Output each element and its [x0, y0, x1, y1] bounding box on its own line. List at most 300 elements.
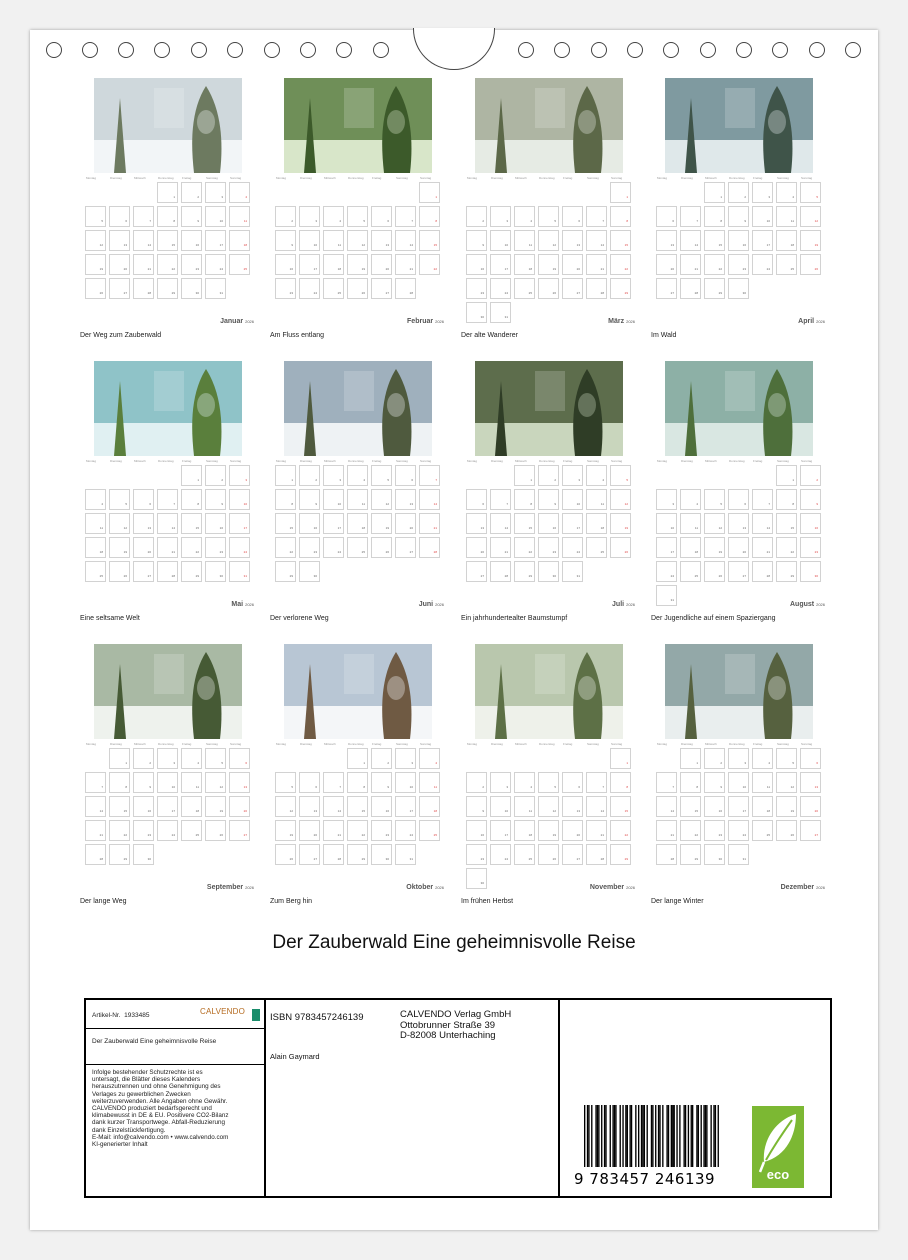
month-name: April 2026: [798, 318, 825, 325]
day-cell: [275, 820, 296, 841]
day-number: 20: [670, 267, 674, 271]
day-number: 22: [123, 833, 127, 837]
day-number: 7: [411, 219, 413, 223]
day-cell: [395, 513, 416, 534]
weekday-label: Sonntag: [420, 459, 432, 463]
day-number: 26: [790, 833, 794, 837]
day-cell: [133, 772, 154, 793]
day-cell: [395, 844, 416, 865]
day-number: 5: [387, 478, 389, 482]
day-cell: [680, 561, 701, 582]
day-number: 14: [694, 243, 698, 247]
day-cell: [466, 844, 487, 865]
day-number: 22: [433, 267, 437, 271]
day-number: 14: [409, 243, 413, 247]
day-number: 1: [626, 195, 628, 199]
day-number: 4: [696, 502, 698, 506]
day-cell: [514, 820, 535, 841]
imprint-footer: [84, 998, 832, 1198]
weekday-label: Donnerstag: [539, 742, 555, 746]
day-number: 11: [694, 526, 698, 530]
day-cell: [205, 465, 226, 486]
binding-ring: [591, 42, 607, 58]
day-cell: [538, 278, 559, 299]
day-cell: [275, 513, 296, 534]
day-cell: [514, 230, 535, 251]
month-name: Juni 2026: [418, 601, 444, 608]
day-cell: [800, 465, 821, 486]
day-cell: [490, 844, 511, 865]
day-number: 28: [171, 574, 175, 578]
day-cell: [776, 254, 797, 275]
day-cell: [656, 585, 677, 606]
weekday-label: Donnerstag: [539, 459, 555, 463]
notice-line: dank kurzer Transportwege. Abfall-Reduzierung: [92, 1119, 226, 1127]
weekday-label: Mittwoch: [705, 742, 717, 746]
day-cell: [347, 206, 368, 227]
day-cell: [181, 182, 202, 203]
day-number: 14: [670, 809, 674, 813]
day-cell: [704, 820, 725, 841]
day-cell: [395, 489, 416, 510]
day-number: 16: [219, 526, 223, 530]
day-number: 8: [435, 219, 437, 223]
day-cell: [323, 230, 344, 251]
weekday-label: Freitag: [182, 742, 192, 746]
day-number: 11: [790, 219, 794, 223]
day-cell: [109, 844, 130, 865]
day-number: 16: [147, 809, 151, 813]
day-number: 15: [289, 526, 293, 530]
month-block: [80, 78, 254, 348]
day-number: 9: [197, 219, 199, 223]
barcode-bar: [713, 1105, 714, 1167]
day-cell: [85, 537, 106, 558]
day-cell: [776, 182, 797, 203]
day-number: 31: [742, 857, 746, 861]
barcode-bar: [710, 1105, 711, 1167]
notice-line: weiterzuverwenden. Alle Angaben ohne Gewähr.: [92, 1097, 228, 1105]
day-number: 5: [221, 761, 223, 765]
weekday-label: Sonntag: [611, 176, 623, 180]
day-number: 18: [361, 526, 365, 530]
day-number: 15: [123, 809, 127, 813]
day-number: 25: [766, 833, 770, 837]
day-number: 5: [291, 785, 293, 789]
day-number: 1: [792, 478, 794, 482]
barcode-number: 9 783457 246139: [574, 1170, 716, 1188]
day-cell: [157, 513, 178, 534]
weekday-label: Dienstag: [491, 176, 503, 180]
day-number: 11: [243, 219, 247, 223]
day-cell: [229, 561, 250, 582]
day-cell: [752, 513, 773, 534]
day-cell: [752, 748, 773, 769]
day-number: 20: [480, 550, 484, 554]
day-number: 23: [552, 550, 556, 554]
day-cell: [229, 772, 250, 793]
day-cell: [205, 230, 226, 251]
weekday-label: Samstag: [206, 176, 218, 180]
day-cell: [610, 796, 631, 817]
binding-ring: [300, 42, 316, 58]
day-number: 21: [504, 550, 508, 554]
day-number: 8: [792, 502, 794, 506]
weekday-label: Samstag: [777, 742, 789, 746]
day-cell: [275, 537, 296, 558]
day-number: 5: [101, 219, 103, 223]
day-number: 27: [480, 574, 484, 578]
day-cell: [704, 844, 725, 865]
day-number: 4: [101, 502, 103, 506]
weekday-label: Mittwoch: [705, 459, 717, 463]
divider: [86, 1028, 266, 1029]
day-cell: [229, 537, 250, 558]
day-cell: [704, 206, 725, 227]
day-cell: [610, 537, 631, 558]
weekday-label: Donnerstag: [348, 459, 364, 463]
day-number: 25: [528, 857, 532, 861]
day-number: 3: [506, 785, 508, 789]
day-number: 18: [694, 550, 698, 554]
day-number: 3: [173, 761, 175, 765]
day-cell: [157, 537, 178, 558]
day-cell: [229, 465, 250, 486]
day-number: 20: [814, 809, 818, 813]
day-number: 27: [814, 833, 818, 837]
barcode-bar: [642, 1105, 643, 1167]
day-number: 28: [504, 574, 508, 578]
weekday-label: Samstag: [396, 459, 408, 463]
day-cell: [800, 206, 821, 227]
day-number: 28: [600, 857, 604, 861]
day-cell: [323, 844, 344, 865]
day-cell: [656, 796, 677, 817]
barcode-bar: [679, 1105, 680, 1167]
day-cell: [157, 278, 178, 299]
day-cell: [299, 230, 320, 251]
barcode-bar: [696, 1105, 697, 1167]
day-number: 20: [243, 809, 247, 813]
day-cell: [371, 513, 392, 534]
day-cell: [800, 489, 821, 510]
day-number: 26: [718, 574, 722, 578]
day-cell: [371, 254, 392, 275]
day-cell: [371, 465, 392, 486]
weekday-label: Montag: [657, 176, 668, 180]
binding-ring: [809, 42, 825, 58]
day-cell: [514, 278, 535, 299]
day-number: 8: [173, 219, 175, 223]
day-cell: [133, 537, 154, 558]
day-number: 31: [670, 598, 674, 602]
binding-ring: [191, 42, 207, 58]
day-number: 20: [576, 267, 580, 271]
day-number: 27: [313, 857, 317, 861]
day-cell: [562, 561, 583, 582]
day-number: 29: [361, 857, 365, 861]
day-cell: [85, 489, 106, 510]
day-cell: [610, 254, 631, 275]
day-cell: [466, 820, 487, 841]
day-number: 23: [147, 833, 151, 837]
day-cell: [371, 206, 392, 227]
day-number: 23: [814, 550, 818, 554]
day-cell: [275, 796, 296, 817]
day-cell: [299, 254, 320, 275]
day-cell: [800, 537, 821, 558]
day-cell: [704, 254, 725, 275]
day-number: 12: [385, 502, 389, 506]
day-cell: [109, 278, 130, 299]
day-cell: [656, 513, 677, 534]
day-number: 11: [528, 809, 532, 813]
barcode-bar: [610, 1105, 611, 1167]
day-number: 1: [197, 478, 199, 482]
barcode-bar: [683, 1105, 684, 1167]
barcode-bar: [597, 1105, 598, 1167]
day-number: 30: [313, 574, 317, 578]
day-cell: [680, 513, 701, 534]
day-cell: [85, 206, 106, 227]
day-number: 4: [363, 478, 365, 482]
day-cell: [776, 489, 797, 510]
barcode-bar: [701, 1105, 702, 1167]
day-cell: [419, 820, 440, 841]
weekday-label: Freitag: [182, 176, 192, 180]
day-number: 6: [315, 785, 317, 789]
weekday-label: Donnerstag: [348, 176, 364, 180]
day-number: 25: [99, 574, 103, 578]
weekday-label: Montag: [467, 459, 478, 463]
day-number: 18: [600, 526, 604, 530]
day-cell: [610, 278, 631, 299]
day-number: 16: [814, 526, 818, 530]
binding-ring: [82, 42, 98, 58]
day-cell: [800, 820, 821, 841]
day-cell: [85, 844, 106, 865]
binding-ring: [736, 42, 752, 58]
day-number: 24: [742, 833, 746, 837]
day-cell: [752, 772, 773, 793]
day-number: 9: [221, 502, 223, 506]
day-cell: [562, 230, 583, 251]
barcode-bar: [706, 1105, 707, 1167]
binding-ring: [845, 42, 861, 58]
day-number: 14: [766, 526, 770, 530]
day-cell: [347, 465, 368, 486]
weekday-label: Montag: [657, 459, 668, 463]
day-cell: [181, 820, 202, 841]
binding-ring: [373, 42, 389, 58]
day-number: 11: [600, 502, 604, 506]
day-cell: [610, 182, 631, 203]
day-number: 29: [624, 857, 628, 861]
day-number: 27: [742, 574, 746, 578]
day-number: 29: [123, 857, 127, 861]
day-cell: [514, 254, 535, 275]
day-cell: [371, 772, 392, 793]
day-number: 10: [670, 526, 674, 530]
day-number: 26: [385, 550, 389, 554]
weekday-label: Donnerstag: [729, 459, 745, 463]
day-number: 14: [600, 243, 604, 247]
calendar-main-title: Der Zauberwald Eine geheimnisvolle Reise: [272, 932, 636, 953]
barcode-bar: [703, 1105, 704, 1167]
month-title: Der lange Weg: [80, 898, 127, 905]
day-cell: [466, 772, 487, 793]
day-cell: [181, 561, 202, 582]
day-cell: [586, 278, 607, 299]
day-cell: [133, 230, 154, 251]
day-cell: [466, 796, 487, 817]
day-cell: [419, 748, 440, 769]
day-number: 5: [554, 785, 556, 789]
day-number: 25: [433, 833, 437, 837]
weekday-header: [84, 459, 252, 465]
month-block: [270, 361, 444, 631]
weekday-label: Mittwoch: [705, 176, 717, 180]
day-number: 5: [792, 761, 794, 765]
day-number: 7: [173, 502, 175, 506]
day-cell: [562, 513, 583, 534]
day-number: 26: [552, 291, 556, 295]
day-cell: [466, 230, 487, 251]
day-number: 5: [816, 195, 818, 199]
day-number: 23: [313, 550, 317, 554]
day-number: 28: [766, 574, 770, 578]
day-number: 31: [576, 574, 580, 578]
barcode-bar: [631, 1105, 632, 1167]
day-number: 22: [171, 267, 175, 271]
day-cell: [514, 513, 535, 534]
day-number: 19: [552, 267, 556, 271]
day-cell: [656, 820, 677, 841]
day-cell: [586, 465, 607, 486]
day-number: 15: [624, 809, 628, 813]
barcode-bar: [627, 1105, 628, 1167]
day-number: 26: [624, 550, 628, 554]
day-cell: [229, 748, 250, 769]
day-cell: [205, 278, 226, 299]
day-number: 29: [171, 291, 175, 295]
day-cell: [680, 844, 701, 865]
day-number: 3: [744, 761, 746, 765]
barcode-bar: [587, 1105, 588, 1167]
day-cell: [109, 489, 130, 510]
day-number: 4: [768, 761, 770, 765]
barcode-bar: [715, 1105, 716, 1167]
month-title: Der Jugendliche auf einem Spaziergang: [651, 615, 776, 622]
day-number: 21: [600, 267, 604, 271]
day-cell: [157, 230, 178, 251]
binding-ring: [700, 42, 716, 58]
day-cell: [275, 489, 296, 510]
weekday-label: Donnerstag: [729, 176, 745, 180]
day-number: 14: [433, 502, 437, 506]
day-number: 19: [814, 243, 818, 247]
day-number: 26: [289, 857, 293, 861]
weekday-label: Samstag: [587, 176, 599, 180]
day-number: 1: [435, 195, 437, 199]
month-photo: [475, 644, 623, 739]
day-cell: [656, 206, 677, 227]
day-number: 17: [219, 243, 223, 247]
day-number: 16: [742, 243, 746, 247]
day-cell: [490, 302, 511, 323]
month-title: Der alte Wanderer: [461, 332, 518, 339]
day-number: 9: [149, 785, 151, 789]
day-number: 6: [816, 761, 818, 765]
day-cell: [680, 278, 701, 299]
day-number: 17: [337, 526, 341, 530]
day-cell: [538, 561, 559, 582]
day-number: 18: [337, 267, 341, 271]
weekday-label: Montag: [86, 459, 97, 463]
day-number: 4: [530, 785, 532, 789]
month-name: Februar 2026: [407, 318, 444, 325]
weekday-label: Sonntag: [230, 176, 242, 180]
day-cell: [656, 278, 677, 299]
day-number: 30: [552, 574, 556, 578]
day-cell: [275, 844, 296, 865]
day-number: 14: [99, 809, 103, 813]
day-cell: [371, 537, 392, 558]
day-cell: [728, 561, 749, 582]
weekday-label: Dienstag: [491, 459, 503, 463]
month-title: Zum Berg hin: [270, 898, 313, 905]
day-cell: [704, 278, 725, 299]
day-number: 19: [361, 267, 365, 271]
day-number: 1: [696, 761, 698, 765]
day-number: 8: [197, 502, 199, 506]
day-number: 17: [742, 809, 746, 813]
weekday-label: Samstag: [587, 459, 599, 463]
weekday-label: Samstag: [396, 742, 408, 746]
day-cell: [728, 278, 749, 299]
day-cell: [299, 465, 320, 486]
publisher-address: CALVENDO Verlag GmbH Ottobrunner Straße 39 D-82008 Unterhaching: [400, 1009, 512, 1041]
barcode-bar: [635, 1105, 636, 1167]
day-number: 19: [123, 550, 127, 554]
day-cell: [704, 748, 725, 769]
day-cell: [490, 796, 511, 817]
day-number: 30: [480, 315, 484, 319]
day-number: 16: [195, 243, 199, 247]
day-number: 26: [99, 291, 103, 295]
day-cell: [395, 465, 416, 486]
barcode-bar: [651, 1105, 652, 1167]
day-number: 21: [433, 526, 437, 530]
day-cell: [371, 796, 392, 817]
weekday-label: Montag: [86, 742, 97, 746]
day-number: 25: [528, 291, 532, 295]
day-number: 17: [670, 550, 674, 554]
day-number: 10: [504, 243, 508, 247]
day-cell: [275, 772, 296, 793]
day-number: 30: [219, 574, 223, 578]
day-cell: [157, 489, 178, 510]
day-number: 1: [720, 195, 722, 199]
day-number: 15: [718, 243, 722, 247]
day-number: 6: [411, 478, 413, 482]
day-number: 28: [409, 291, 413, 295]
day-number: 13: [576, 243, 580, 247]
day-number: 21: [694, 267, 698, 271]
day-cell: [562, 796, 583, 817]
day-number: 6: [578, 785, 580, 789]
day-number: 21: [171, 550, 175, 554]
